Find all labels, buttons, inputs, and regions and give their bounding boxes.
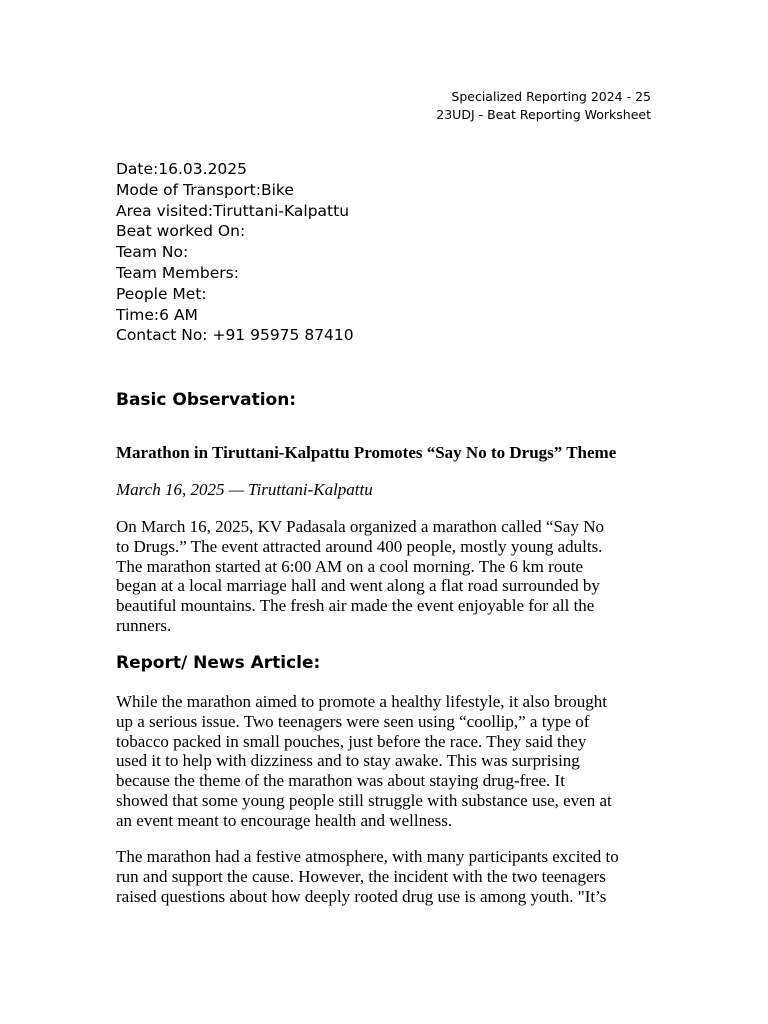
report-paragraph-1	[116, 692, 656, 831]
paragraph-line: tobacco packed in small pouches, just before the race. They said they	[116, 731, 587, 751]
visit-details	[116, 159, 354, 346]
observation-paragraph	[116, 517, 656, 636]
paragraph-line: because the theme of the marathon was about staying drug-free. It	[116, 771, 565, 791]
people-met: People Met:	[116, 284, 207, 303]
paragraph-line: runners.	[116, 615, 172, 635]
paragraph-line: raised questions about how deeply rooted drug use is among youth. "It’s	[116, 886, 607, 906]
paragraph-line: used it to help with dizziness and to stay awake. This was surprising	[116, 751, 580, 771]
area-visited: Area visited:Tiruttani-Kalpattu	[116, 201, 350, 220]
article-dateline: March 16, 2025 — Tiruttani-Kalpattu	[116, 480, 373, 499]
team-members: Team Members:	[116, 263, 239, 282]
paragraph-line: While the marathon aimed to promote a healthy lifestyle, it also brought	[116, 692, 607, 711]
contact-number: Contact No: +91 95975 87410	[116, 326, 354, 345]
visit-date: Date:16.03.2025	[116, 160, 248, 178]
header-worksheet-title: 23UDJ - Beat Reporting Worksheet	[436, 107, 651, 122]
team-number: Team No:	[116, 243, 189, 262]
report-heading: Report/ News Article:	[116, 653, 321, 673]
paragraph-line: up a serious issue. Two teenagers were seen using “coollip,” a type of	[116, 711, 590, 731]
paragraph-line: beautiful mountains. The fresh air made the event enjoyable for all the	[116, 596, 595, 616]
beat-worked-on: Beat worked On:	[116, 222, 246, 241]
paragraph-line: The marathon started at 6:00 AM on a cool morning. The 6 km route	[116, 556, 584, 576]
paragraph-line: an event meant to encourage health and wellness.	[116, 810, 453, 830]
paragraph-line: showed that some young people still struggle with substance use, even at	[116, 790, 612, 810]
paragraph-line: On March 16, 2025, KV Padasala organized a marathon called “Say No	[116, 517, 604, 536]
visit-time: Time:6 AM	[116, 305, 198, 324]
worksheet-header	[436, 88, 651, 124]
article-title: Marathon in Tiruttani-Kalpattu Promotes “Say No to Drugs” Theme	[116, 443, 617, 462]
paragraph-line: to Drugs.” The event attracted around 400 people, mostly young adults.	[116, 536, 603, 556]
basic-observation-heading: Basic Observation:	[116, 390, 297, 410]
header-course-title: Specialized Reporting 2024 - 25	[451, 89, 651, 104]
paragraph-line: run and support the cause. However, the incident with the two teenagers	[116, 866, 606, 886]
mode-of-transport: Mode of Transport:Bike	[116, 180, 294, 199]
paragraph-line: began at a local marriage hall and went along a flat road surrounded by	[116, 576, 600, 596]
report-paragraph-2	[116, 847, 656, 906]
paragraph-line: The marathon had a festive atmosphere, with many participants excited to	[116, 847, 619, 866]
